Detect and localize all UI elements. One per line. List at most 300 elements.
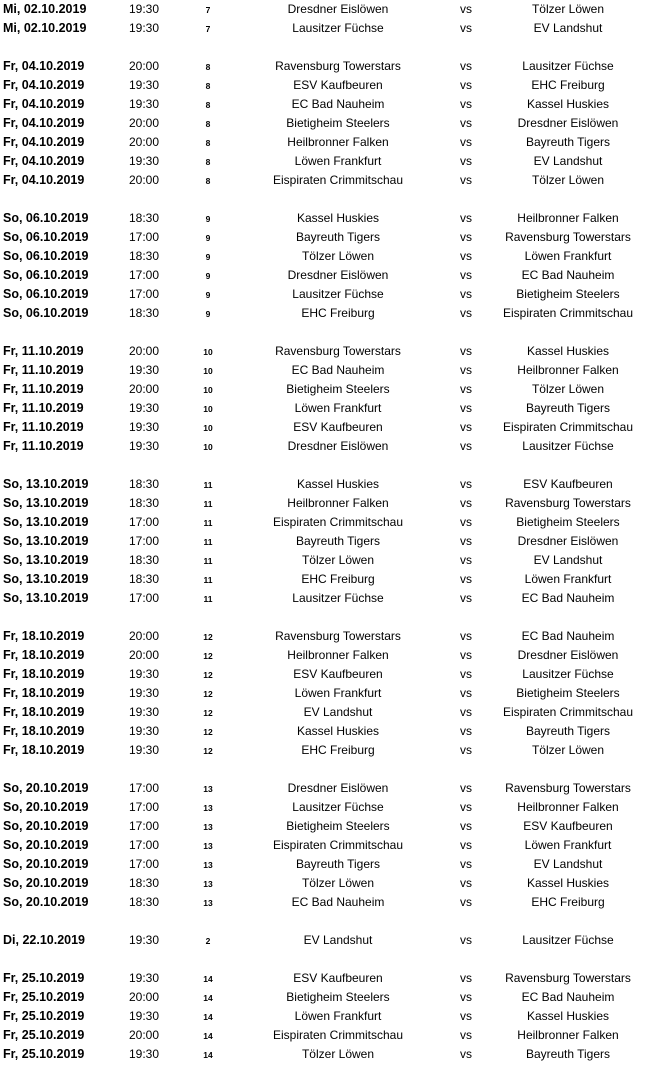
away-team: Heilbronner Falken <box>517 211 619 225</box>
game-date: Fr, 11.10.2019 <box>3 344 84 358</box>
home-team: EC Bad Nauheim <box>291 97 385 111</box>
home-team: Dresdner Eislöwen <box>287 781 389 795</box>
game-row <box>0 722 660 741</box>
game-round: 13 <box>203 803 213 813</box>
game-row <box>0 133 660 152</box>
versus-label: vs <box>460 667 472 681</box>
home-team: Ravensburg Towerstars <box>275 629 401 643</box>
versus-label: vs <box>460 857 472 871</box>
game-round: 13 <box>203 898 213 908</box>
home-team: Eispiraten Crimmitschau <box>272 1028 404 1042</box>
game-round: 11 <box>203 537 213 547</box>
game-row <box>0 874 660 893</box>
versus-label: vs <box>460 249 472 263</box>
game-row <box>0 1026 660 1045</box>
game-date: Fr, 04.10.2019 <box>3 154 85 168</box>
versus-label: vs <box>460 116 472 130</box>
game-row <box>0 570 660 589</box>
game-row <box>0 437 660 456</box>
away-team: Lausitzer Füchse <box>522 59 614 73</box>
home-team: Tölzer Löwen <box>301 249 375 263</box>
game-date: Fr, 11.10.2019 <box>3 420 84 434</box>
versus-label: vs <box>460 78 472 92</box>
game-row <box>0 228 660 247</box>
game-round: 9 <box>205 233 211 243</box>
game-round: 11 <box>203 518 213 528</box>
home-team: EHC Freiburg <box>301 743 375 757</box>
game-time: 18:30 <box>129 496 160 510</box>
group-spacer <box>0 950 660 969</box>
home-team: Löwen Frankfurt <box>294 401 382 415</box>
home-team: ESV Kaufbeuren <box>293 78 383 92</box>
home-team: Bietigheim Steelers <box>286 990 390 1004</box>
game-row <box>0 836 660 855</box>
game-row <box>0 969 660 988</box>
game-round: 8 <box>205 176 211 186</box>
away-team: Bietigheim Steelers <box>516 515 620 529</box>
game-row <box>0 817 660 836</box>
game-date: So, 13.10.2019 <box>3 534 89 548</box>
game-row <box>0 380 660 399</box>
away-team: EC Bad Nauheim <box>521 591 615 605</box>
game-time: 17:00 <box>129 781 160 795</box>
versus-label: vs <box>460 781 472 795</box>
home-team: EC Bad Nauheim <box>291 363 385 377</box>
game-date: Fr, 11.10.2019 <box>3 363 84 377</box>
game-row <box>0 247 660 266</box>
game-time: 17:00 <box>129 287 160 301</box>
game-time: 18:30 <box>129 249 160 263</box>
away-team: Lausitzer Füchse <box>522 933 614 947</box>
versus-label: vs <box>460 895 472 909</box>
home-team: Bietigheim Steelers <box>286 819 390 833</box>
game-time: 19:30 <box>129 724 160 738</box>
game-row <box>0 684 660 703</box>
game-date: Fr, 18.10.2019 <box>3 629 85 643</box>
versus-label: vs <box>460 363 472 377</box>
versus-label: vs <box>460 724 472 738</box>
away-team: Kassel Huskies <box>526 97 610 111</box>
away-team: Kassel Huskies <box>526 1009 610 1023</box>
game-date: Fr, 11.10.2019 <box>3 439 84 453</box>
group-spacer <box>0 323 660 342</box>
away-team: Bayreuth Tigers <box>525 401 611 415</box>
game-round: 13 <box>203 860 213 870</box>
game-date: So, 13.10.2019 <box>3 515 89 529</box>
game-date: Fr, 18.10.2019 <box>3 686 85 700</box>
versus-label: vs <box>460 477 472 491</box>
home-team: Heilbronner Falken <box>287 648 389 662</box>
game-time: 19:30 <box>129 401 160 415</box>
game-round: 11 <box>203 556 213 566</box>
home-team: ESV Kaufbeuren <box>293 420 383 434</box>
game-time: 19:30 <box>129 705 160 719</box>
home-team: Bayreuth Tigers <box>295 230 381 244</box>
game-date: So, 20.10.2019 <box>3 857 89 871</box>
game-time: 20:00 <box>129 1028 160 1042</box>
game-row <box>0 798 660 817</box>
home-team: EC Bad Nauheim <box>291 895 385 909</box>
game-row <box>0 532 660 551</box>
game-time: 17:00 <box>129 591 160 605</box>
versus-label: vs <box>460 154 472 168</box>
game-row <box>0 627 660 646</box>
game-time: 18:30 <box>129 553 160 567</box>
game-date: Fr, 25.10.2019 <box>3 990 85 1004</box>
versus-label: vs <box>460 439 472 453</box>
game-row <box>0 893 660 912</box>
away-team: Dresdner Eislöwen <box>517 534 619 548</box>
versus-label: vs <box>460 1028 472 1042</box>
away-team: Kassel Huskies <box>526 344 610 358</box>
away-team: EHC Freiburg <box>531 78 605 92</box>
game-round: 9 <box>205 214 211 224</box>
away-team: Tölzer Löwen <box>531 173 605 187</box>
versus-label: vs <box>460 268 472 282</box>
home-team: Heilbronner Falken <box>287 135 389 149</box>
versus-label: vs <box>460 1047 472 1061</box>
away-team: Eispiraten Crimmitschau <box>502 306 634 320</box>
game-date: So, 20.10.2019 <box>3 819 89 833</box>
game-time: 20:00 <box>129 135 160 149</box>
away-team: Heilbronner Falken <box>517 800 619 814</box>
away-team: ESV Kaufbeuren <box>523 819 613 833</box>
versus-label: vs <box>460 705 472 719</box>
home-team: Bayreuth Tigers <box>295 534 381 548</box>
game-round: 7 <box>205 5 211 15</box>
group-spacer <box>0 760 660 779</box>
home-team: EHC Freiburg <box>301 306 375 320</box>
game-round: 14 <box>203 1050 213 1060</box>
versus-label: vs <box>460 211 472 225</box>
away-team: Tölzer Löwen <box>531 382 605 396</box>
home-team: Bietigheim Steelers <box>286 382 390 396</box>
game-round: 10 <box>203 385 213 395</box>
game-round: 14 <box>203 974 213 984</box>
away-team: Eispiraten Crimmitschau <box>502 420 634 434</box>
away-team: Bayreuth Tigers <box>525 135 611 149</box>
game-row <box>0 114 660 133</box>
away-team: Löwen Frankfurt <box>524 249 612 263</box>
game-date: Fr, 18.10.2019 <box>3 724 85 738</box>
game-date: So, 20.10.2019 <box>3 781 89 795</box>
game-round: 9 <box>205 309 211 319</box>
away-team: EV Landshut <box>533 857 603 871</box>
home-team: Heilbronner Falken <box>287 496 389 510</box>
game-time: 17:00 <box>129 819 160 833</box>
game-row <box>0 418 660 437</box>
versus-label: vs <box>460 59 472 73</box>
game-time: 19:30 <box>129 97 160 111</box>
game-time: 19:30 <box>129 439 160 453</box>
home-team: Eispiraten Crimmitschau <box>272 838 404 852</box>
game-row <box>0 494 660 513</box>
away-team: EC Bad Nauheim <box>521 629 615 643</box>
away-team: Dresdner Eislöwen <box>517 116 619 130</box>
versus-label: vs <box>460 1009 472 1023</box>
home-team: Ravensburg Towerstars <box>275 59 401 73</box>
home-team: EV Landshut <box>303 933 373 947</box>
versus-label: vs <box>460 572 472 586</box>
versus-label: vs <box>460 306 472 320</box>
game-time: 19:30 <box>129 933 160 947</box>
home-team: Bayreuth Tigers <box>295 857 381 871</box>
game-round: 12 <box>203 727 213 737</box>
game-date: Fr, 25.10.2019 <box>3 1028 85 1042</box>
game-date: Fr, 25.10.2019 <box>3 971 85 985</box>
game-time: 19:30 <box>129 78 160 92</box>
versus-label: vs <box>460 648 472 662</box>
game-date: So, 13.10.2019 <box>3 477 89 491</box>
game-date: So, 20.10.2019 <box>3 838 89 852</box>
game-date: Fr, 18.10.2019 <box>3 705 85 719</box>
versus-label: vs <box>460 819 472 833</box>
game-date: Fr, 04.10.2019 <box>3 135 85 149</box>
game-row <box>0 513 660 532</box>
game-date: So, 20.10.2019 <box>3 876 89 890</box>
home-team: ESV Kaufbeuren <box>293 971 383 985</box>
away-team: Kassel Huskies <box>526 876 610 890</box>
versus-label: vs <box>460 21 472 35</box>
game-round: 9 <box>205 271 211 281</box>
game-round: 11 <box>203 575 213 585</box>
game-date: So, 06.10.2019 <box>3 268 89 282</box>
away-team: Ravensburg Towerstars <box>505 230 631 244</box>
game-time: 17:00 <box>129 534 160 548</box>
game-row <box>0 266 660 285</box>
game-date: So, 20.10.2019 <box>3 800 89 814</box>
game-time: 20:00 <box>129 59 160 73</box>
game-row <box>0 551 660 570</box>
game-date: Fr, 11.10.2019 <box>3 401 84 415</box>
home-team: Lausitzer Füchse <box>292 800 384 814</box>
away-team: Lausitzer Füchse <box>522 439 614 453</box>
game-round: 12 <box>203 670 213 680</box>
game-date: Di, 22.10.2019 <box>3 933 86 947</box>
away-team: EHC Freiburg <box>531 895 605 909</box>
game-row <box>0 0 660 19</box>
game-round: 8 <box>205 100 211 110</box>
home-team: Lausitzer Füchse <box>292 591 384 605</box>
versus-label: vs <box>460 800 472 814</box>
game-round: 13 <box>203 841 213 851</box>
game-date: Fr, 04.10.2019 <box>3 97 85 111</box>
game-row <box>0 76 660 95</box>
game-time: 20:00 <box>129 344 160 358</box>
game-round: 10 <box>203 442 213 452</box>
game-round: 8 <box>205 62 211 72</box>
home-team: Eispiraten Crimmitschau <box>272 173 404 187</box>
away-team: Tölzer Löwen <box>531 743 605 757</box>
game-date: So, 20.10.2019 <box>3 895 89 909</box>
game-time: 19:30 <box>129 971 160 985</box>
home-team: Eispiraten Crimmitschau <box>272 515 404 529</box>
game-round: 12 <box>203 708 213 718</box>
game-time: 18:30 <box>129 572 160 586</box>
group-spacer <box>0 38 660 57</box>
game-row <box>0 1007 660 1026</box>
away-team: EV Landshut <box>533 21 603 35</box>
game-round: 12 <box>203 651 213 661</box>
game-round: 12 <box>203 746 213 756</box>
home-team: Tölzer Löwen <box>301 876 375 890</box>
game-date: Fr, 04.10.2019 <box>3 59 85 73</box>
game-round: 13 <box>203 879 213 889</box>
game-time: 18:30 <box>129 211 160 225</box>
game-row <box>0 931 660 950</box>
game-round: 2 <box>205 936 211 946</box>
versus-label: vs <box>460 629 472 643</box>
game-date: So, 13.10.2019 <box>3 572 89 586</box>
game-round: 13 <box>203 784 213 794</box>
game-date: Fr, 04.10.2019 <box>3 173 85 187</box>
versus-label: vs <box>460 534 472 548</box>
game-row <box>0 19 660 38</box>
away-team: Bietigheim Steelers <box>516 686 620 700</box>
home-team: Dresdner Eislöwen <box>287 2 389 16</box>
game-time: 17:00 <box>129 857 160 871</box>
versus-label: vs <box>460 496 472 510</box>
game-date: Fr, 18.10.2019 <box>3 667 85 681</box>
game-time: 19:30 <box>129 743 160 757</box>
game-date: Fr, 18.10.2019 <box>3 648 85 662</box>
game-round: 8 <box>205 119 211 129</box>
home-team: Lausitzer Füchse <box>292 21 384 35</box>
game-row <box>0 988 660 1007</box>
game-row <box>0 285 660 304</box>
away-team: Ravensburg Towerstars <box>505 496 631 510</box>
game-time: 19:30 <box>129 363 160 377</box>
game-round: 10 <box>203 423 213 433</box>
home-team: Tölzer Löwen <box>301 1047 375 1061</box>
versus-label: vs <box>460 553 472 567</box>
game-round: 11 <box>203 594 213 604</box>
game-row <box>0 646 660 665</box>
game-row <box>0 665 660 684</box>
game-time: 17:00 <box>129 230 160 244</box>
game-time: 20:00 <box>129 629 160 643</box>
group-spacer <box>0 456 660 475</box>
away-team: Ravensburg Towerstars <box>505 781 631 795</box>
away-team: Bayreuth Tigers <box>525 724 611 738</box>
away-team: Heilbronner Falken <box>517 363 619 377</box>
versus-label: vs <box>460 743 472 757</box>
game-round: 9 <box>205 252 211 262</box>
away-team: Bayreuth Tigers <box>525 1047 611 1061</box>
home-team: Dresdner Eislöwen <box>287 268 389 282</box>
game-time: 19:30 <box>129 667 160 681</box>
away-team: EC Bad Nauheim <box>521 990 615 1004</box>
game-time: 18:30 <box>129 477 160 491</box>
game-date: So, 06.10.2019 <box>3 287 89 301</box>
game-row <box>0 589 660 608</box>
away-team: EV Landshut <box>533 154 603 168</box>
away-team: EV Landshut <box>533 553 603 567</box>
home-team: Löwen Frankfurt <box>294 154 382 168</box>
versus-label: vs <box>460 135 472 149</box>
versus-label: vs <box>460 933 472 947</box>
game-time: 17:00 <box>129 268 160 282</box>
game-row <box>0 779 660 798</box>
game-time: 19:30 <box>129 420 160 434</box>
game-date: Fr, 04.10.2019 <box>3 116 85 130</box>
game-row <box>0 475 660 494</box>
home-team: Kassel Huskies <box>296 477 380 491</box>
away-team: ESV Kaufbeuren <box>523 477 613 491</box>
game-time: 17:00 <box>129 515 160 529</box>
game-round: 11 <box>203 480 213 490</box>
game-row <box>0 1045 660 1064</box>
game-round: 10 <box>203 404 213 414</box>
game-time: 19:30 <box>129 2 160 16</box>
versus-label: vs <box>460 686 472 700</box>
game-round: 11 <box>203 499 213 509</box>
home-team: Kassel Huskies <box>296 211 380 225</box>
game-date: So, 06.10.2019 <box>3 211 89 225</box>
game-row <box>0 304 660 323</box>
game-date: So, 13.10.2019 <box>3 591 89 605</box>
game-date: So, 06.10.2019 <box>3 306 89 320</box>
game-date: Mi, 02.10.2019 <box>3 21 87 35</box>
versus-label: vs <box>460 515 472 529</box>
away-team: Ravensburg Towerstars <box>505 971 631 985</box>
away-team: Tölzer Löwen <box>531 2 605 16</box>
game-round: 10 <box>203 366 213 376</box>
home-team: Tölzer Löwen <box>301 553 375 567</box>
game-date: Fr, 11.10.2019 <box>3 382 84 396</box>
game-round: 7 <box>205 24 211 34</box>
away-team: Heilbronner Falken <box>517 1028 619 1042</box>
game-time: 20:00 <box>129 990 160 1004</box>
game-row <box>0 171 660 190</box>
game-time: 17:00 <box>129 838 160 852</box>
home-team: EHC Freiburg <box>301 572 375 586</box>
game-time: 19:30 <box>129 1009 160 1023</box>
game-row <box>0 342 660 361</box>
home-team: Ravensburg Towerstars <box>275 344 401 358</box>
versus-label: vs <box>460 382 472 396</box>
home-team: Lausitzer Füchse <box>292 287 384 301</box>
group-spacer <box>0 608 660 627</box>
home-team: Kassel Huskies <box>296 724 380 738</box>
away-team: Dresdner Eislöwen <box>517 648 619 662</box>
versus-label: vs <box>460 97 472 111</box>
home-team: Löwen Frankfurt <box>294 1009 382 1023</box>
game-round: 9 <box>205 290 211 300</box>
versus-label: vs <box>460 287 472 301</box>
game-time: 20:00 <box>129 173 160 187</box>
game-row <box>0 399 660 418</box>
versus-label: vs <box>460 2 472 16</box>
game-time: 19:30 <box>129 686 160 700</box>
game-time: 17:00 <box>129 800 160 814</box>
game-time: 20:00 <box>129 382 160 396</box>
game-time: 18:30 <box>129 876 160 890</box>
game-round: 8 <box>205 157 211 167</box>
game-round: 12 <box>203 632 213 642</box>
game-date: So, 06.10.2019 <box>3 249 89 263</box>
game-time: 19:30 <box>129 1047 160 1061</box>
versus-label: vs <box>460 591 472 605</box>
game-round: 10 <box>203 347 213 357</box>
game-row <box>0 703 660 722</box>
game-time: 19:30 <box>129 21 160 35</box>
away-team: Bietigheim Steelers <box>516 287 620 301</box>
versus-label: vs <box>460 971 472 985</box>
game-time: 19:30 <box>129 154 160 168</box>
game-time: 18:30 <box>129 306 160 320</box>
home-team: Bietigheim Steelers <box>286 116 390 130</box>
